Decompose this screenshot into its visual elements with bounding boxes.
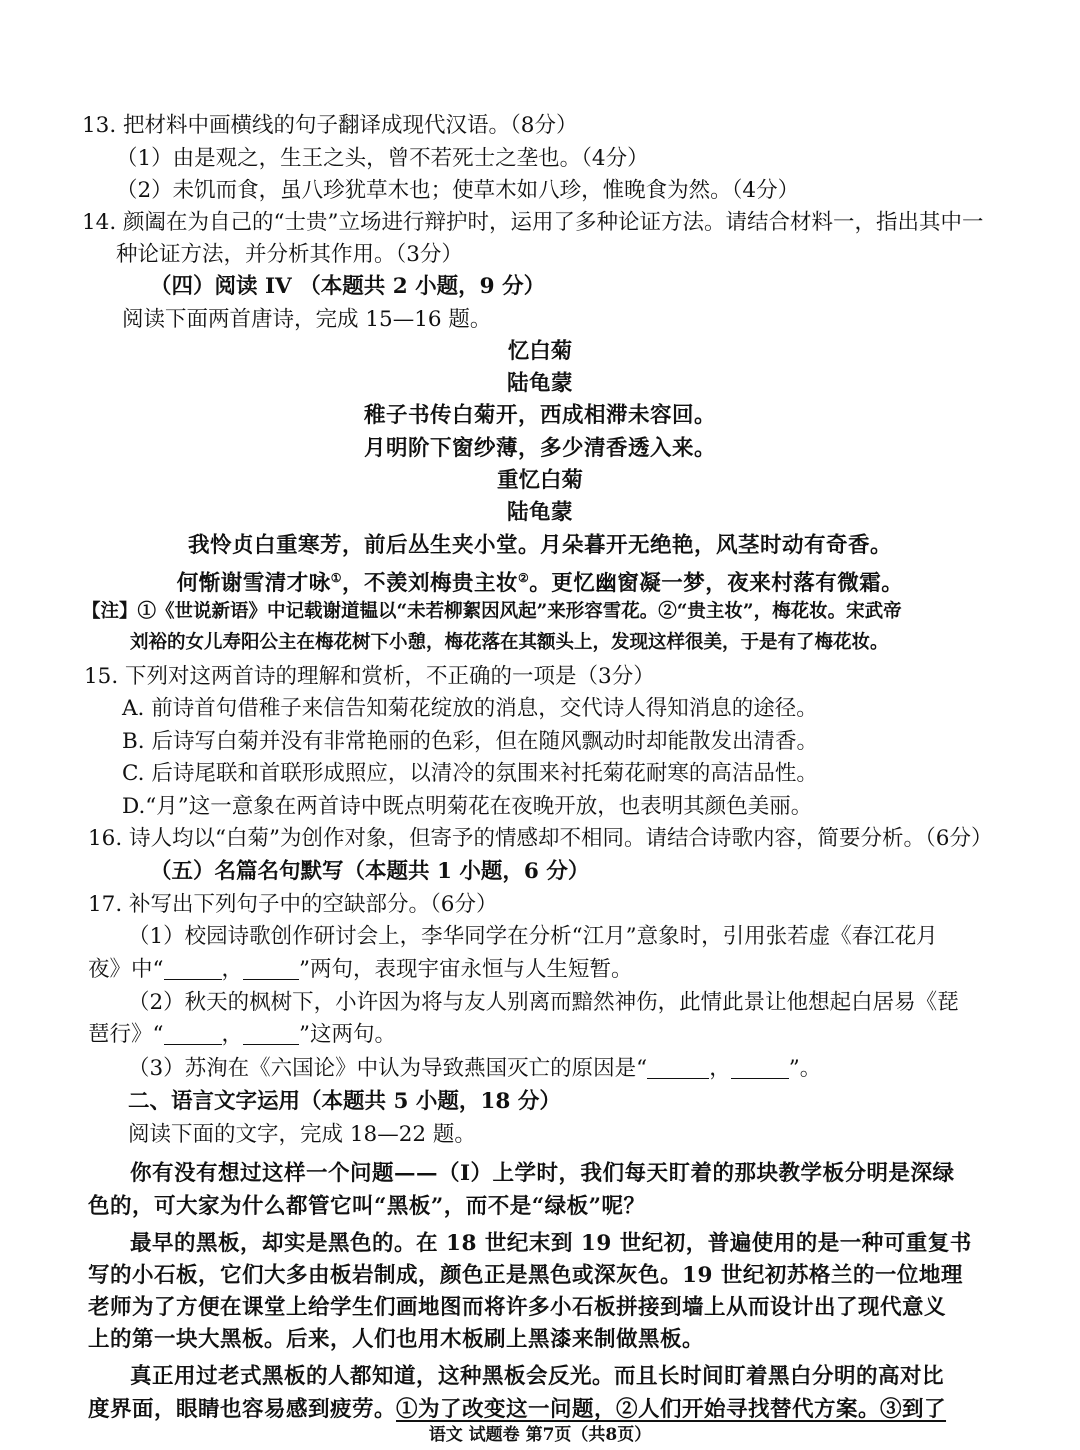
q17-blank-4[interactable] bbox=[243, 1022, 299, 1045]
q15-option-c: C. 后诗尾联和首联形成照应，以清冷的氛围来衬托菊花耐寒的高洁品性。 bbox=[122, 761, 818, 786]
part2-header: 二、语言文字运用（本题共 5 小题，18 分） bbox=[128, 1089, 561, 1114]
footnote-marker-2: ② bbox=[518, 571, 530, 585]
q17-s3-line bbox=[128, 1055, 821, 1083]
q17-s3-comma: ， bbox=[709, 1056, 731, 1081]
q13-stem: 13. 把材料中画横线的句子翻译成现代汉语。（8分） bbox=[82, 113, 578, 138]
q17-blank-6[interactable] bbox=[731, 1056, 789, 1079]
poem2-line1: 我怜贞白重寒芳，前后丛生夹小堂。月朵暮开无绝艳，风茎时动有奇香。 bbox=[187, 533, 892, 558]
q17-s2-suffix: ”这两句。 bbox=[299, 1022, 397, 1047]
poem2-line2-part-a: 何惭谢雪清才咏 bbox=[176, 571, 331, 597]
q15-option-d: D.“月”这一意象在两首诗中既点明菊花在夜晚开放，也表明其颜色美丽。 bbox=[122, 794, 813, 819]
note-line2: 刘裕的女儿寿阳公主在梅花树下小憩，梅花落在其额头上，发现这样很美，于是有了梅花妆。 bbox=[130, 632, 889, 653]
q13-sub2: （2）未饥而食，虽八珍犹草木也；使草木如八珍，惟晚食为然。（4分） bbox=[116, 178, 800, 203]
poem2-title: 重忆白菊 bbox=[496, 468, 583, 493]
q17-s1-suffix: ”两句，表现宇宙永恒与人生短暂。 bbox=[299, 957, 633, 982]
section4-header: （四）阅读 IV （本题共 2 小题，9 分） bbox=[150, 274, 546, 299]
q17-s1-line1: （1）校园诗歌创作研讨会上，李华同学在分析“江月”意象时，引用张若虚《春江花月 bbox=[128, 924, 938, 949]
q14-line2: 种论证方法，并分析其作用。（3分） bbox=[116, 242, 463, 267]
q17-blank-2[interactable] bbox=[243, 957, 299, 980]
poem2-line2 bbox=[0, 564, 1080, 598]
passage-p1-line2: 色的，可大家为什么都管它叫“黑板”，而不是“绿板”呢？ bbox=[88, 1194, 646, 1219]
q14-line1: 14. 颜阖在为自己的“士贵”立场进行辩护时，运用了多种论证方法。请结合材料一，指出其中一 bbox=[82, 210, 984, 235]
q17-blank-3[interactable] bbox=[164, 1022, 222, 1045]
section4-intro: 阅读下面两首唐诗，完成 15—16 题。 bbox=[122, 307, 492, 332]
passage-p2-line3: 老师为了方便在课堂上给学生们画地图而将许多小石板拼接到墙上从而设计出了现代意义 bbox=[88, 1295, 947, 1320]
passage-p2-line1: 最早的黑板，却实是黑色的。在 18 世纪末到 19 世纪初，普遍使用的是一种可重复书 bbox=[130, 1231, 972, 1256]
passage-p2-line2: 写的小石板，它们大多由板岩制成，颜色正是黑色或深灰色。19 世纪初苏格兰的一位地理 bbox=[88, 1263, 963, 1288]
poem1-title: 忆白菊 bbox=[507, 339, 573, 364]
q16-stem: 16. 诗人均以“白菊”为创作对象，但寄予的情感却不相同。请结合诗歌内容，简要分析。（6分） bbox=[88, 826, 993, 851]
poem2-author: 陆龟蒙 bbox=[506, 500, 573, 525]
passage-p3-line1: 真正用过老式黑板的人都知道，这种黑板会反光。而且长时间盯着黑白分明的高对比 bbox=[130, 1364, 945, 1389]
q15-stem: 15. 下列对这两首诗的理解和赏析，不正确的一项是（3分） bbox=[84, 664, 655, 689]
poem1-line1: 稚子书传白菊开，西成相滞未容回。 bbox=[363, 403, 716, 428]
passage-p1-line1: 你有没有想过这样一个问题——（Ⅰ）上学时，我们每天盯着的那块教学板分明是深绿 bbox=[130, 1161, 955, 1186]
q17-blank-1[interactable] bbox=[164, 957, 222, 980]
q17-s2-line2 bbox=[88, 1021, 396, 1049]
poem1-author: 陆龟蒙 bbox=[506, 371, 573, 396]
q17-blank-5[interactable] bbox=[647, 1056, 709, 1079]
page-footer: 语文 试题卷 第7页（共8页） bbox=[428, 1425, 652, 1445]
q17-s1-prefix: 夜》中“ bbox=[88, 957, 164, 982]
passage-p3-line2 bbox=[88, 1396, 946, 1424]
q17-s2-line1: （2）秋天的枫树下，小许因为将与友人别离而黯然神伤，此情此景让他想起白居易《琵 bbox=[128, 990, 959, 1015]
passage-p3-line2-plain: 度界面，眼睛也容易感到疲劳。 bbox=[88, 1397, 397, 1422]
q17-s1-line2 bbox=[88, 956, 633, 984]
q17-s2-comma: ， bbox=[221, 1022, 244, 1047]
q17-s3-prefix: （3）苏洵在《六国论》中认为导致燕国灭亡的原因是“ bbox=[128, 1056, 648, 1081]
passage-p2-line4: 上的第一块大黑板。后来，人们也用木板刷上黑漆来制做黑板。 bbox=[88, 1327, 705, 1352]
section5-header: （五）名篇名句默写（本题共 1 小题，6 分） bbox=[150, 859, 590, 884]
poem2-line2-part-c: 。更忆幽窗凝一梦，夜来村落有微霜。 bbox=[529, 571, 904, 597]
q17-s1-comma: ， bbox=[221, 957, 244, 982]
q17-stem: 17. 补写出下列句子中的空缺部分。（6分） bbox=[88, 892, 498, 917]
q15-option-b: B. 后诗写白菊并没有非常艳丽的色彩，但在随风飘动时却能散发出清香。 bbox=[122, 729, 818, 754]
passage-p3-line2-underlined: ①为了改变这一问题，②人们开始寻找替代方案。③到了 bbox=[396, 1397, 947, 1422]
note-line1: 【注】①《世说新语》中记载谢道韫以“未若柳絮因风起”来形容雪花。②“贵主妆”，梅花妆。宋武帝 bbox=[82, 601, 902, 622]
q17-s2-prefix: 琶行》“ bbox=[88, 1022, 164, 1047]
q15-option-a: A. 前诗首句借稚子来信告知菊花绽放的消息，交代诗人得知消息的途径。 bbox=[122, 696, 818, 721]
poem1-line2: 月明阶下窗纱薄，多少清香透入来。 bbox=[363, 436, 716, 461]
part2-intro: 阅读下面的文字，完成 18—22 题。 bbox=[128, 1122, 476, 1147]
q13-sub1: （1）由是观之，生王之头，曾不若死士之垄也。（4分） bbox=[116, 146, 649, 171]
q17-s3-suffix: ”。 bbox=[788, 1056, 822, 1081]
footnote-marker-1: ① bbox=[330, 571, 342, 585]
poem2-line2-part-b: ，不羡刘梅贵主妆 bbox=[341, 571, 518, 597]
